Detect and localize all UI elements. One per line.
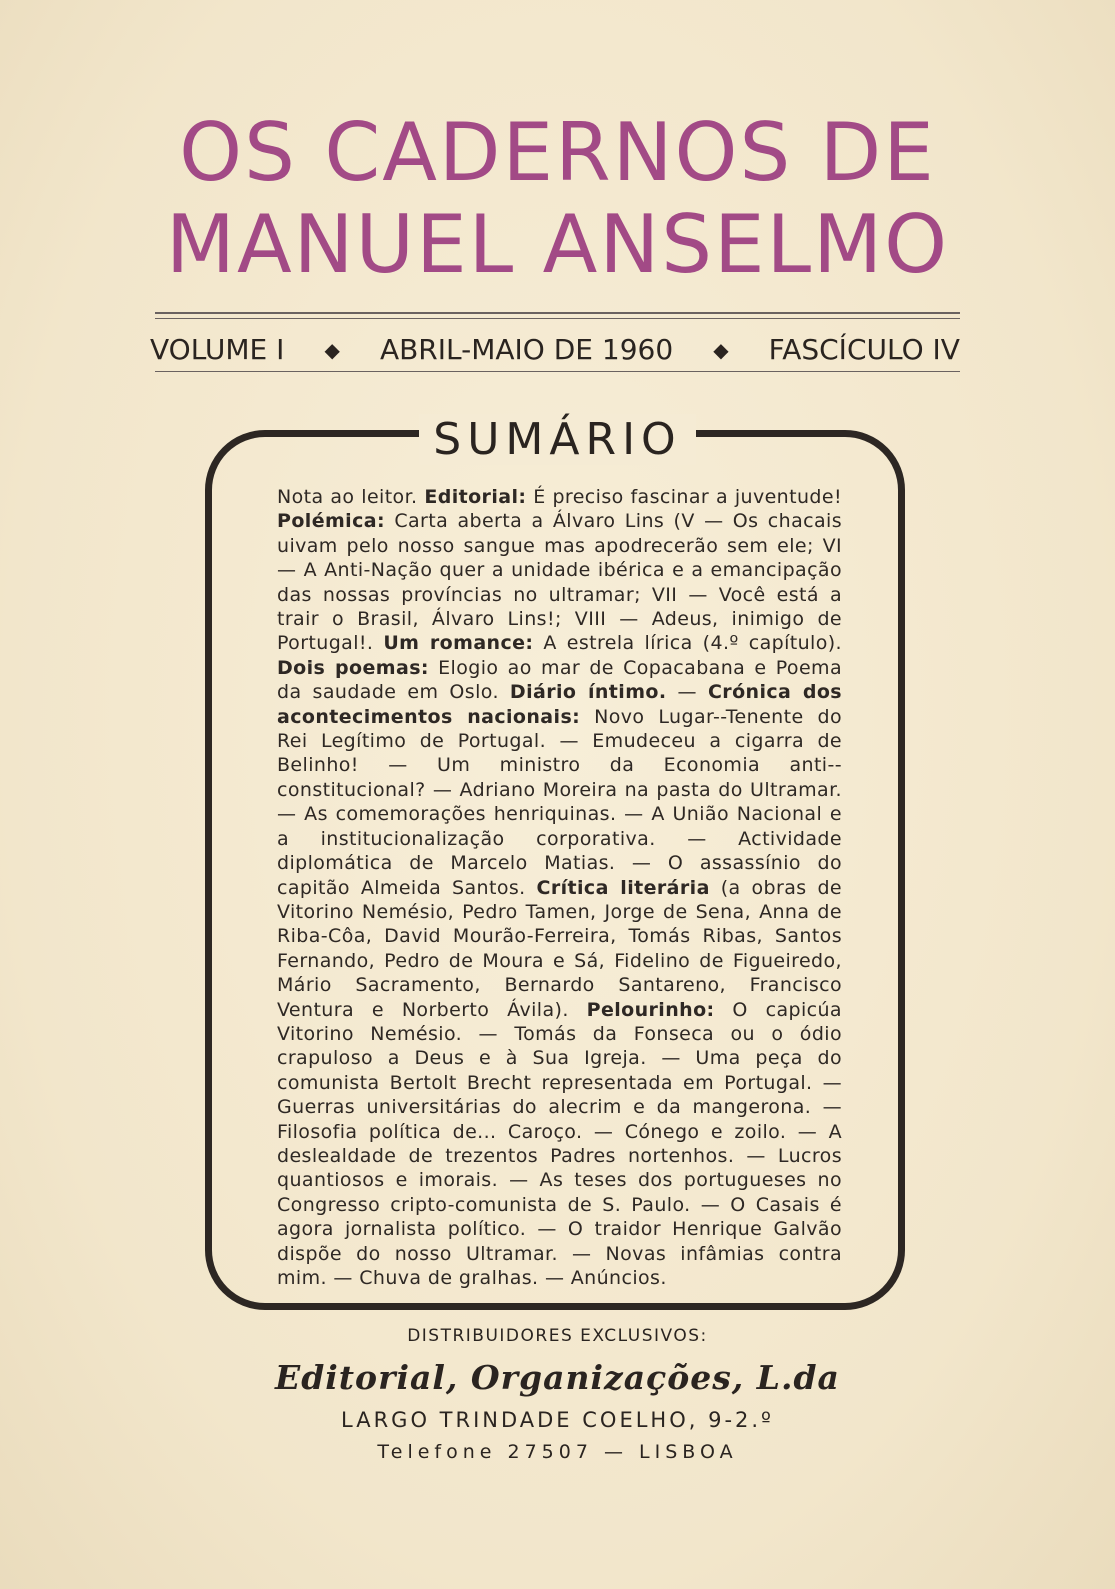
publisher-name: Editorial, Organizações, L.da	[275, 1358, 840, 1397]
summary-segment: Carta aberta a Álvaro Lins (V — Os chacais uivam pelo nosso sangue mas apodrecerão sem ele; VI — A Anti-Nação quer a unidade ibérica e a emancipação das nossas províncias no ultramar; VII — Você está a trair o Brasil, Álvaro Lins!; VIII — Adeus, inimigo de Portugal!.	[277, 510, 842, 655]
issue-date: ABRIL-MAIO DE 1960	[379, 333, 674, 366]
summary-text	[277, 485, 842, 1290]
diamond-separator-icon: ◆	[713, 337, 729, 362]
summary-segment: O capicúa Vitorino Nemésio. — Tomás da Fonseca ou o ódio crapuloso a Deus e à Sua Igreja. — Uma peça do comunista Bertolt Brecht representada em Portugal. — Guerras universitárias do alecrim e da mangerona. — Filosofia política de... Caroço. — Cónego e zoilo. — A deslealdade de trezentos Padres nortenhos. — Lucros quantiosos e imorais. — As teses dos portugueses no Congresso cripto-comunista de S. Paulo. — O Casais é agora jornalista político. — O traidor Henrique Galvão dispõe do nosso Ultramar. — Novas infâmias contra mim. — Chuva de gralhas. — Anúncios.	[277, 998, 842, 1289]
issue-info-bar	[150, 333, 960, 366]
summary-heading	[0, 414, 1115, 465]
summary-segment: (a obras de Vitorino Nemésio, Pedro Tamen, Jorge de Sena, Anna de Riba-Côa, David Mourão-Ferreira, Tomás Ribas, Santos Fernando, Pedro de Moura e Sá, Fidelino de Figueiredo, Mário Sacramento, Bernardo Santareno, Francisco Ventura e Norberto Ávila).	[277, 876, 843, 1021]
title-line-1: OS CADERNOS DE	[179, 106, 936, 199]
publisher-phone: Telefone 27507 — LISBOA	[377, 1441, 738, 1463]
summary-section-heading: Editorial:	[424, 486, 527, 508]
summary-segment: Novo Lugar--Tenente do Rei Legítimo de Portugal. — Emudeceu a cigarra de Belinho! — Um ministro da Economia anti--constitucional? — Adriano Moreira na pasta do Ultramar. — As comemorações henriquinas. — A União Nacional e a institucionalização corporativa. — Actividade diplomática de Marcelo Matias. — O assassínio do capitão Almeida Santos.	[277, 705, 842, 899]
publisher-address: LARGO TRINDADE COELHO, 9-2.º	[341, 1408, 774, 1432]
summary-segment: Elogio ao mar de Copacabana e Poema da saudade em Oslo.	[277, 656, 842, 704]
summary-section-heading: Polémica:	[277, 510, 385, 533]
summary-segment: Nota ao leitor.	[277, 486, 425, 508]
top-rule	[155, 312, 960, 314]
bottom-rule	[155, 371, 960, 372]
title-line-2: MANUEL ANSELMO	[165, 198, 950, 291]
distributors-label: DISTRIBUIDORES EXCLUSIVOS:	[407, 1326, 708, 1346]
summary-section-heading: Crítica literária	[536, 876, 710, 899]
summary-segment: A estrela lírica (4.º capítulo).	[533, 632, 843, 655]
diamond-separator-icon: ◆	[324, 337, 340, 362]
summary-section-heading: Dois poemas:	[277, 656, 429, 679]
summary-section-heading: Crónica dos acontecimentos nacionais:	[277, 681, 843, 728]
volume-label: VOLUME I	[150, 333, 285, 366]
summary-section-heading: Diário íntimo.	[509, 681, 667, 704]
top-rule-thin	[155, 318, 960, 319]
summary-segment: —	[666, 681, 708, 704]
fascicle-label: FASCÍCULO IV	[768, 333, 960, 366]
summary-section-heading: Pelourinho:	[586, 998, 715, 1021]
summary-section-heading: Um romance:	[383, 632, 534, 655]
summary-segment: É preciso fascinar a juventude!	[526, 486, 842, 508]
summary-heading-text: SUMÁRIO	[419, 414, 695, 465]
